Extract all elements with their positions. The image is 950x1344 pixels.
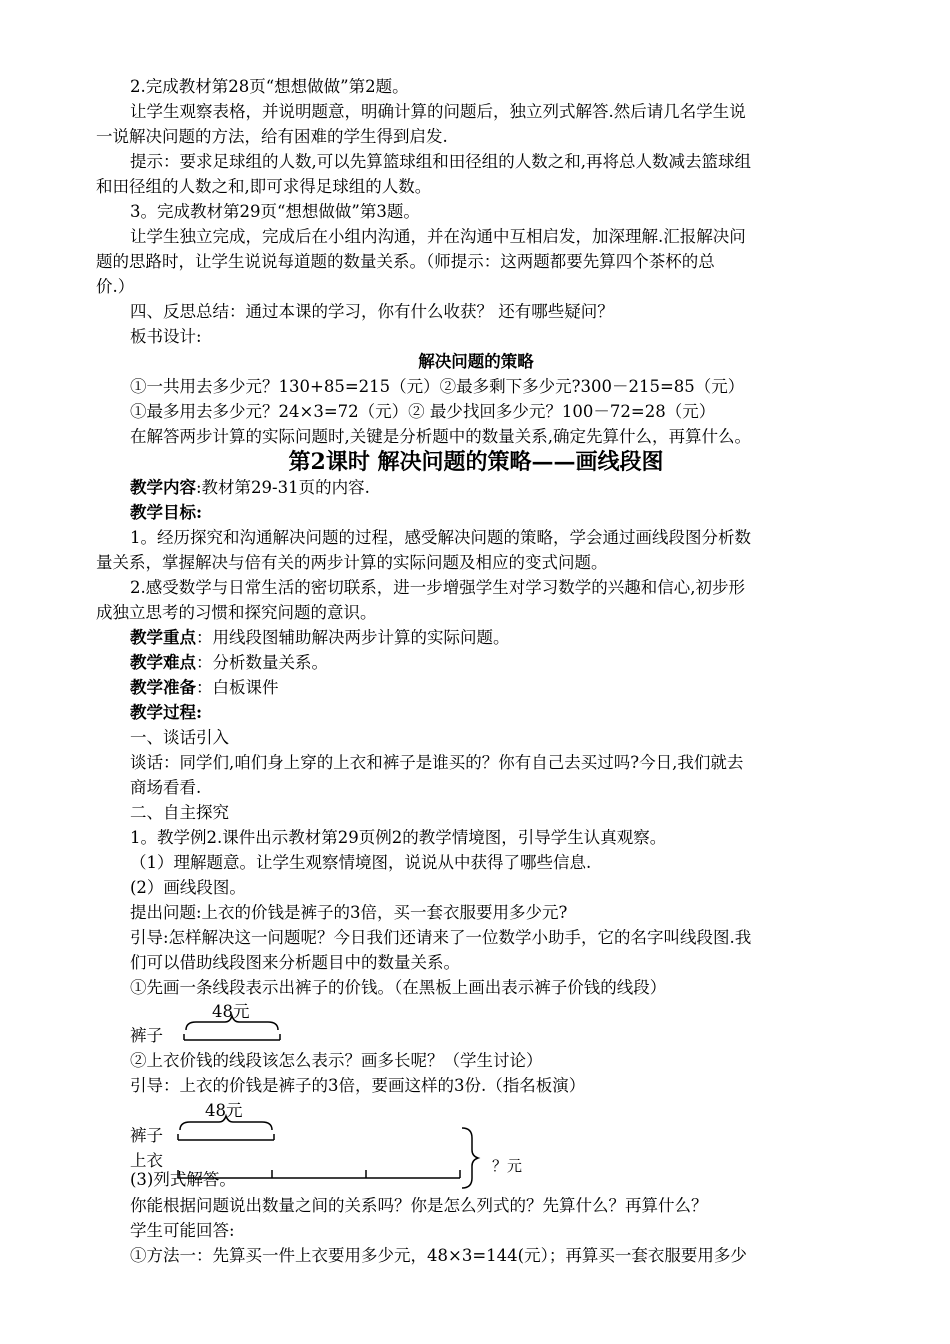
fig2-brace-top <box>180 1116 272 1130</box>
text-line: 价.） <box>96 277 135 296</box>
text-line: 3。完成教材第29页“想想做做”第3题。 <box>130 202 420 221</box>
lesson-title: 第2课时 解决问题的策略——画线段图 <box>288 449 664 475</box>
goal-line: 1。经历探究和沟通解决问题的过程，感受解决问题的策略，学会通过画线段图分析数 <box>130 528 751 547</box>
text-line: 让学生观察表格，并说明题意，明确计算的问题后，独立列式解答.然后请几名学生说 <box>130 102 746 121</box>
difficulty-label: 教学难点 <box>130 653 196 672</box>
text-line: 你能根据问题说出数量之间的关系吗？你是怎么列式的？先算什么？再算什么？ <box>130 1196 708 1215</box>
text-line: 2.完成教材第28页“想想做做”第2题。 <box>130 77 409 96</box>
text-line: 引导：上衣的价钱是裤子的3倍，要画这样的3份.（指名板演） <box>130 1076 586 1095</box>
focus-text: ：用线段图辅助解决两步计算的实际问题。 <box>196 628 510 647</box>
board-title: 解决问题的策略 <box>418 352 534 371</box>
text-line: 四、反思总结：通过本课的学习，你有什么收获？ 还有哪些疑问？ <box>130 302 614 321</box>
prep-label: 教学准备 <box>130 678 196 697</box>
prep-text: ：白板课件 <box>196 678 279 697</box>
goal-line: 成独立思考的习惯和探究问题的意识。 <box>96 603 377 622</box>
section-heading: 二、自主探究 <box>130 803 229 822</box>
text-line: （1）理解题意。让学生观察情境图，说说从中获得了哪些信息. <box>130 853 592 872</box>
content-label: 教学内容 <box>130 478 196 497</box>
fig2-amount-label: 48元 <box>205 1101 243 1120</box>
text-line: 引导:怎样解决这一问题呢？今日我们还请来了一位数学小助手，它的名字叫线段图.我 <box>130 928 752 947</box>
text-line: 让学生独立完成，完成后在小组内沟通，并在沟通中互相启发，加深理解.汇报解决问 <box>130 227 746 246</box>
text-line: 题的思路时，让学生说说每道题的数量关系。（师提示：这两题都要先算四个茶杯的总 <box>96 252 715 271</box>
text-line: 学生可能回答: <box>130 1221 235 1240</box>
fig2-coat-label: 上衣 <box>130 1151 163 1170</box>
text-line: ①先画一条线段表示出裤子的价钱。（在黑板上画出表示裤子价钱的线段） <box>130 978 667 997</box>
board-line: 在解答两步计算的实际问题时,关键是分析题中的数量关系,确定先算什么，再算什么。 <box>130 427 751 446</box>
text-line: 商场看看. <box>130 778 202 797</box>
text-line: 一说解决问题的方法，给有困难的学生得到启发. <box>96 127 448 146</box>
fig2-pants-label: 裤子 <box>130 1126 163 1145</box>
fig1-amount-label: 48元 <box>212 1002 250 1021</box>
text-line: ②上衣价钱的线段该怎么表示？画多长呢？（学生讨论） <box>130 1051 543 1070</box>
text-line: 提示：要求足球组的人数,可以先算篮球组和田径组的人数之和,再将总人数减去篮球组 <box>130 152 751 171</box>
text-line: 谈话：同学们,咱们身上穿的上衣和裤子是谁买的？你有自己去买过吗?今日,我们就去 <box>130 753 744 772</box>
text-line: 1。教学例2.课件出示教材第29页例2的教学情境图，引导学生认真观察。 <box>130 828 667 847</box>
text-line: 提出问题:上衣的价钱是裤子的3倍，买一套衣服要用多少元? <box>130 903 568 922</box>
text-line: 们可以借助线段图来分析题目中的数量关系。 <box>130 953 460 972</box>
content-text: :教材第29-31页的内容. <box>196 478 370 497</box>
focus-label: 教学重点 <box>130 628 196 647</box>
fig1-pants-label: 裤子 <box>130 1026 163 1045</box>
text-line: ①方法一：先算买一件上衣要用多少元，48×3=144(元）；再算买一套衣服要用多少 <box>130 1246 747 1265</box>
board-line: ①一共用去多少元？130+85=215（元）②最多剩下多少元?300－215=85（元） <box>130 377 745 396</box>
goals-label: 教学目标: <box>130 503 203 522</box>
process-label: 教学过程: <box>130 703 203 722</box>
goal-line: 量关系，掌握解决与倍有关的两步计算的实际问题及相应的变式问题。 <box>96 553 608 572</box>
text-line: (3)列式解答。 <box>130 1170 236 1189</box>
board-line: ①最多用去多少元？24×3=72（元）② 最少找回多少元？100－72=28（元） <box>130 402 716 421</box>
section-heading: 一、谈话引入 <box>130 728 229 747</box>
difficulty-text: ：分析数量关系。 <box>196 653 328 672</box>
text-line: (2）画线段图。 <box>130 878 246 897</box>
fig2-total-label: ？元 <box>492 1157 523 1175</box>
goal-line: 2.感受数学与日常生活的密切联系，进一步增强学生对学习数学的兴趣和信心,初步形 <box>130 578 745 597</box>
text-line: 和田径组的人数之和,即可求得足球组的人数。 <box>96 177 432 196</box>
text-line: 板书设计: <box>130 327 202 346</box>
